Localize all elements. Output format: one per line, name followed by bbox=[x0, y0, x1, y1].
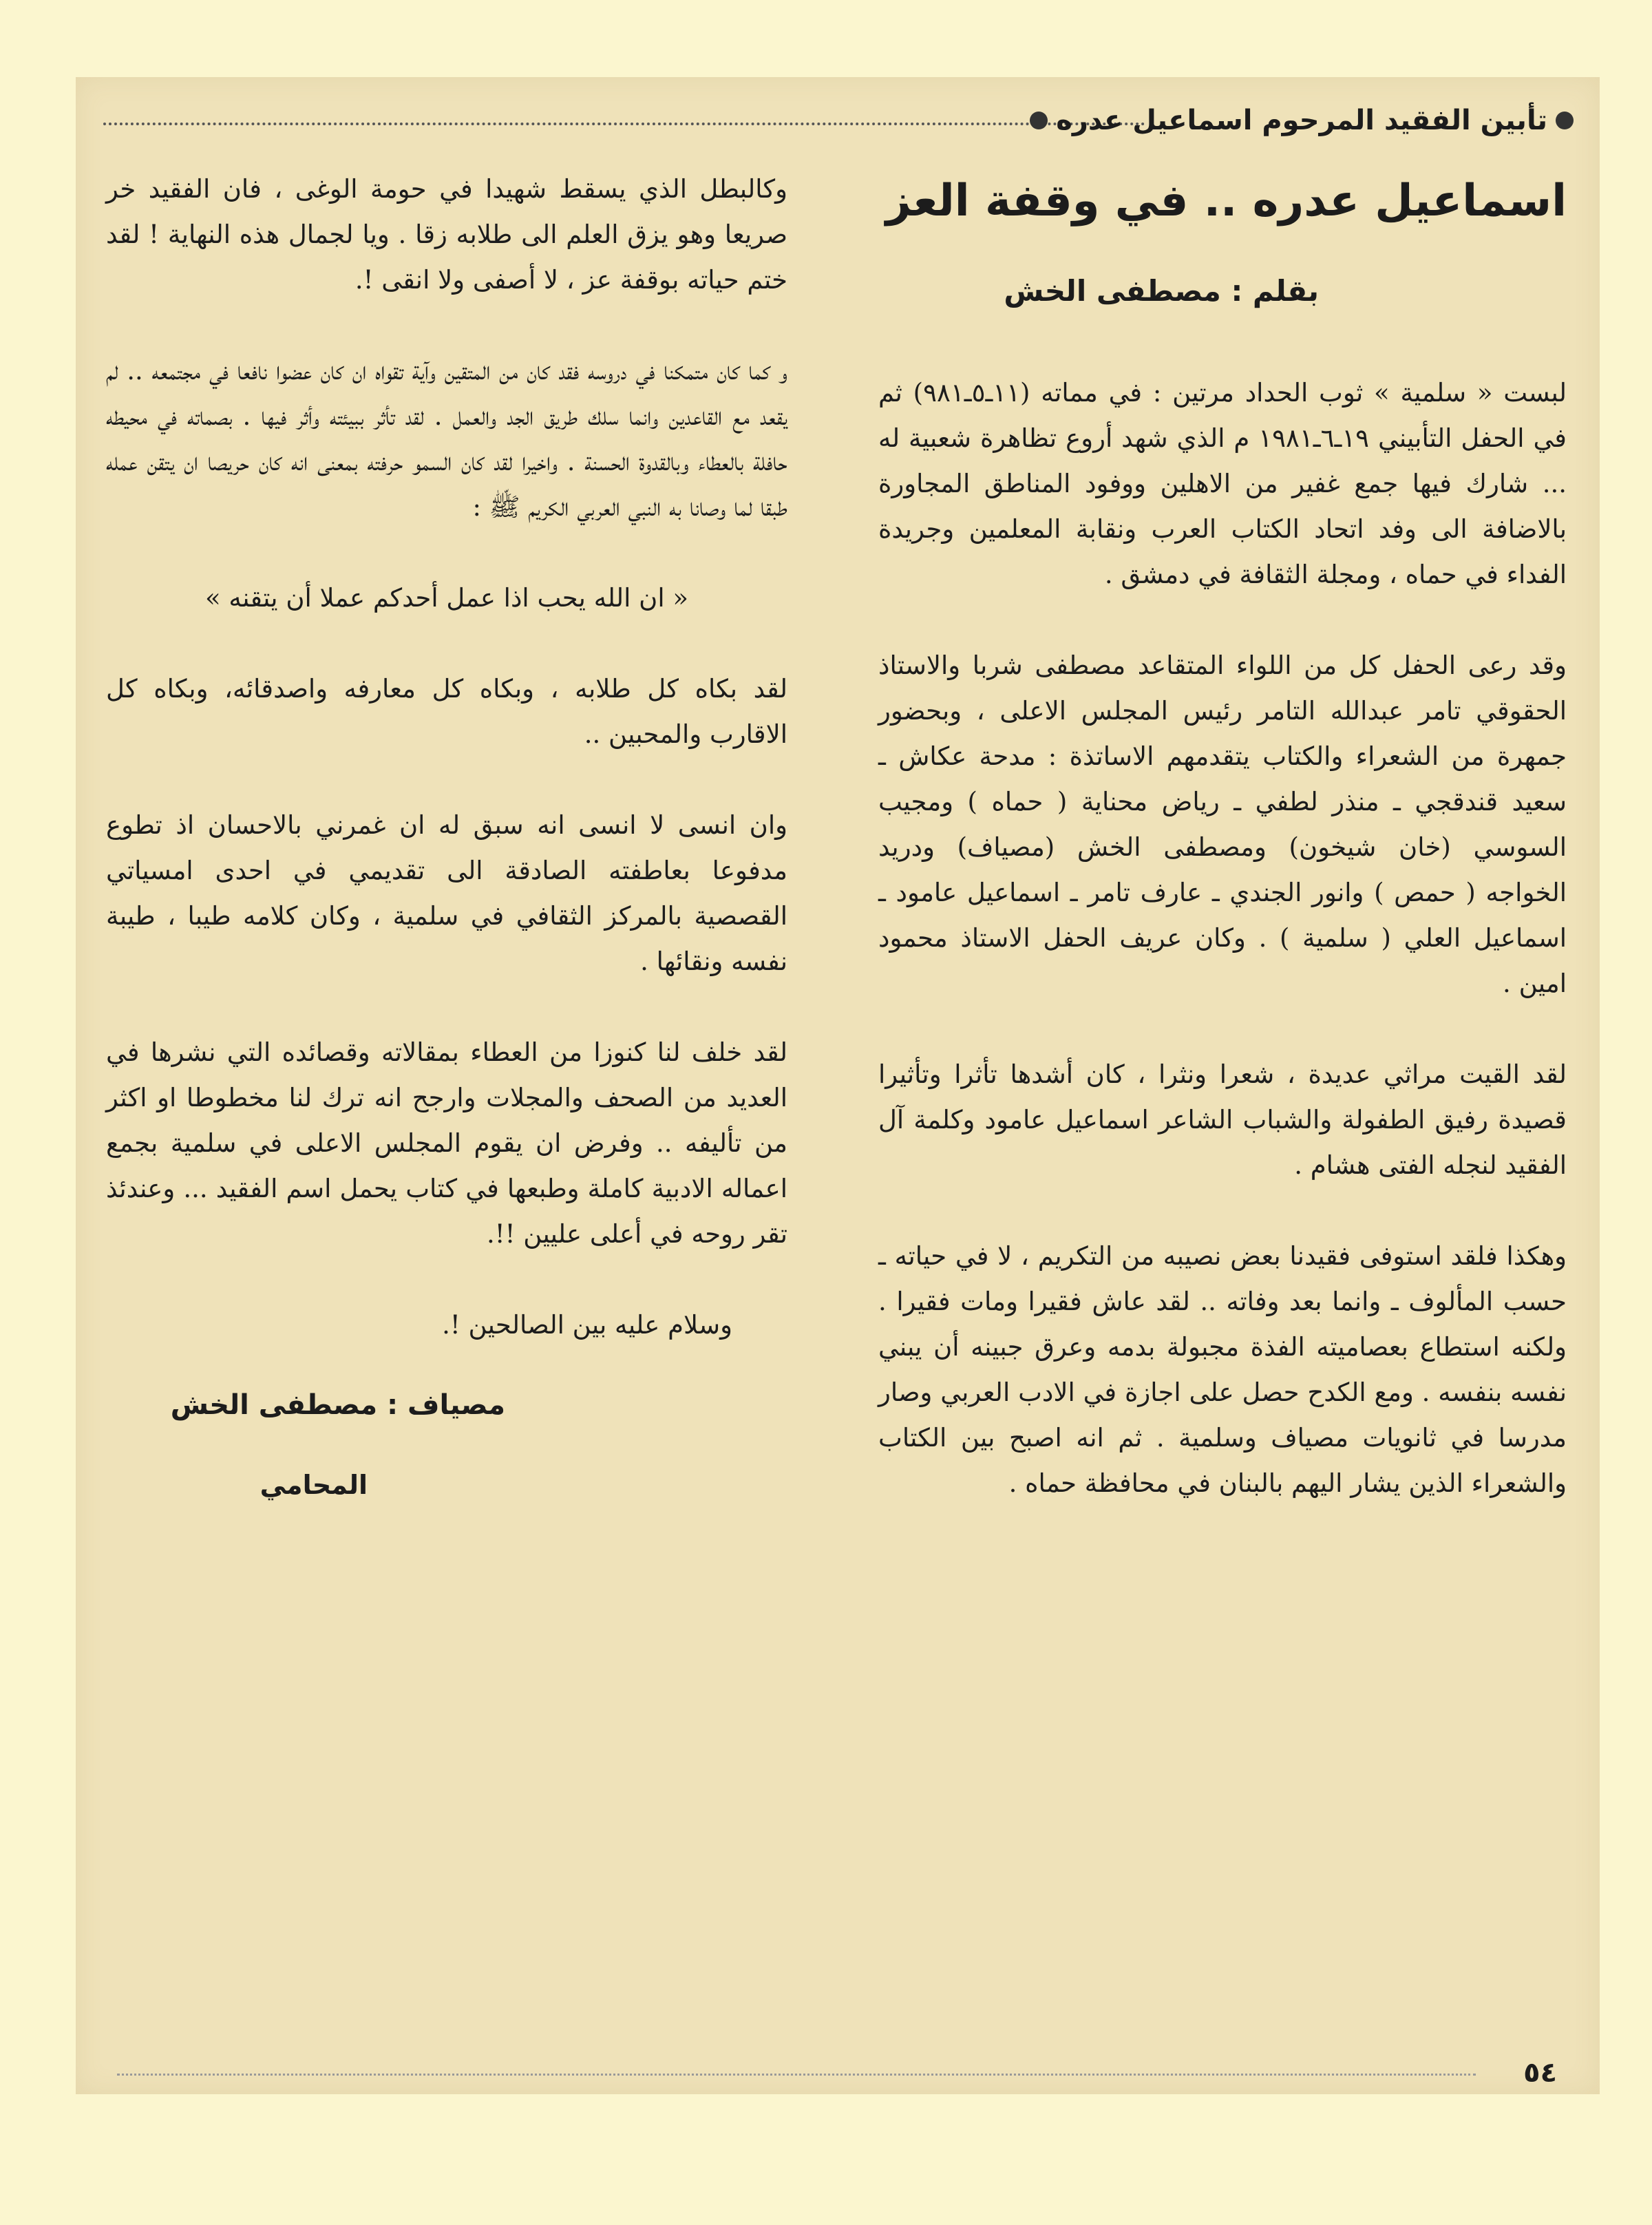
bullet-icon bbox=[1556, 112, 1574, 129]
closing-line: وسلام عليه بين الصالحين !. bbox=[442, 1310, 732, 1340]
section-header bbox=[1030, 105, 1574, 136]
paragraph: وقد رعى الحفل كل من اللواء المتقاعد مصطفى شربا والاستاذ الحقوقي تامر عبدالله التامر رئيس المجلس الاعلى ، وبحضور جمهرة من الشعراء والكتاب يتقدمهم الاساتذة : مدحة عكاش ـ سعيد قندقجي ـ منذر لطفي ـ رياض محناية ( حماه ) ومجيب السوسي (خان شيخون) ومصطفى الخش (مصياف) ودريد الخواجه ( حمص ) وانور الجندي ـ عارف تامر ـ اسماعيل عامود ـ اسماعيل العلي ( سلمية ) . وكان عريف الحفل الاستاذ محمود امين . bbox=[878, 651, 1567, 998]
paragraph: لبست « سلمية » ثوب الحداد مرتين : في مماته (١١ـ٥ـ٩٨١) ثم في الحفل التأبيني ١٩ـ٦ـ١٩٨١ م الذي شهد أروع تظاهرة شعبية له ... شارك فيها جمع غفير من الاهلين ووفود المناطق المجاورة بالاضافة الى وفد اتحاد الكتاب العرب ونقابة المعلمين وجريدة الفداء في حماه ، ومجلة الثقافة في دمشق . bbox=[878, 378, 1567, 589]
byline: بقلم : مصطفى الخش bbox=[1004, 274, 1319, 308]
footer-divider bbox=[117, 2074, 1476, 2076]
paragraph: لقد القيت مراثي عديدة ، شعرا ونثرا ، كان أشدها تأثرا وتأثيرا قصيدة رفيق الطفولة والشباب الشاعر اسماعيل عامود وكلمة آل الفقيد لنجله الفتى هشام . bbox=[878, 1059, 1567, 1180]
paragraph: لقد بكاه كل طلابه ، وبكاه كل معارفه واصدقائه، وبكاه كل الاقارب والمحبين .. bbox=[106, 674, 787, 749]
paragraph: لقد خلف لنا كنوزا من العطاء بمقالاته وقصائده التي نشرها في العديد من الصحف والمجلات وارجح انه ترك لنا مخطوطا او اكثر من تأليفه .. وفرض ان يقوم المجلس الاعلى في سلمية بجمع اعماله الادبية كاملة وطبعها في كتاب يحمل اسم الفقيد ... وعندئذ تقر روحه في أعلى عليين !!. bbox=[106, 1037, 787, 1249]
author-title: المحامي bbox=[260, 1470, 368, 1500]
section-title: تأبين الفقيد المرحوم اسماعيل عدره bbox=[1056, 105, 1547, 136]
paragraph: وكالبطل الذي يسقط شهيدا في حومة الوغى ، فان الفقيد خر صريعا وهو يزق العلم الى طلابه زقا . ويا لجمال هذه النهاية ! لقد ختم حياته بوقفة عز ، لا أصفى ولا انقى !. bbox=[106, 174, 787, 295]
hadith-quote: « ان الله يحب اذا عمل أحدكم عملا أن يتقنه » bbox=[204, 583, 688, 613]
right-column bbox=[878, 167, 1567, 1506]
author-signature: مصياف : مصطفى الخش bbox=[170, 1389, 505, 1421]
paragraph: وان انسى لا انسى انه سبق له ان غمرني بالاحسان اذ تطوع مدفوعا بعاطفته الصادقة الى تقديمي في احدى امسياتي القصصية بالمركز الثقافي في سلمية ، وكان كلامه طيبا ، طيبة نفسه ونقائها . bbox=[106, 810, 787, 976]
paragraph: وهكذا فلقد استوفى فقيدنا بعض نصيبه من التكريم ، لا في حياته ـ حسب المألوف ـ وانما بعد وفاته .. لقد عاش فقيرا ومات فقيرا . ولكنه استطاع بعصاميته الفذة مجبولة بدمه وعرق جبينه أن يبني نفسه بنفسه . ومع الكدح حصل على اجازة في الادب العربي وصار مدرسا في ثانويات مصياف وسلمية . ثم انه اصبح بين الكتاب والشعراء الذين يشار اليهم بالبنان في محافظة حماه . bbox=[878, 1241, 1567, 1498]
page-number: ٥٤ bbox=[1523, 2057, 1557, 2089]
left-column bbox=[106, 167, 787, 1508]
magazine-page bbox=[76, 77, 1600, 2094]
bullet-icon bbox=[1030, 112, 1048, 129]
paragraph: و كما كان متمكنا في دروسه فقد كان من المتقين وآية تقواه ان كان عضوا نافعا في مجتمعه .. لم يقعد مع القاعدين وانما سلك طريق الجد والعمل . لقد تأثر ببيئته وأثر فيها . بصماته في محيطه حافلة بالعطاء وبالقدوة الحسنة . واخيرا لقد كان السمو حرفته بمعنى انه كان حريصا ان يتقن عمله طبقا لما وصانا به النبي العربي الكريم ﷺ : bbox=[106, 356, 787, 522]
header-divider bbox=[103, 123, 1145, 132]
article-title: اسماعيل عدره .. في وقفة العز bbox=[885, 176, 1567, 226]
